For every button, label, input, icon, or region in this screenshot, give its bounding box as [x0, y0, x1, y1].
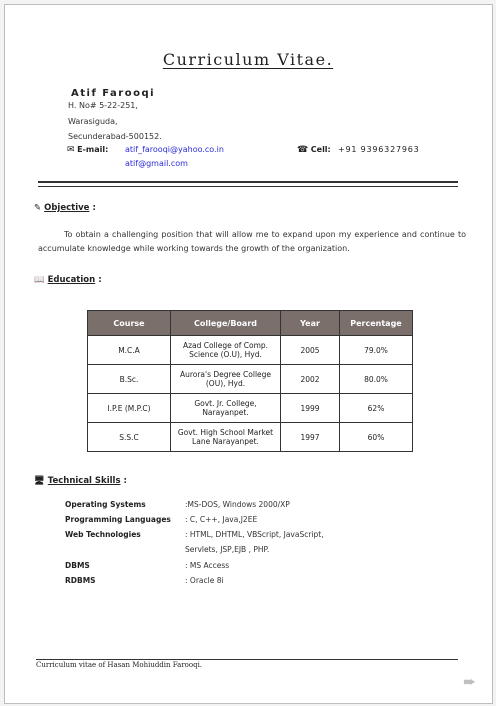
skill-label: Operating Systems	[65, 500, 146, 509]
next-arrow-icon[interactable]: ➨	[463, 672, 477, 691]
email-label-group	[67, 145, 108, 155]
skill-value: : C, C++, Java,J2EE	[185, 515, 258, 524]
skills-heading-colon: :	[123, 476, 127, 486]
address-line-2: Warasiguda,	[68, 117, 118, 126]
candidate-name: Atif Farooqi	[71, 88, 156, 99]
email-link-2[interactable]: atif@gmail.com	[125, 159, 188, 168]
objective-heading-text: Objective	[44, 203, 90, 213]
header-divider-thick	[38, 181, 458, 183]
skill-value: Servlets, JSP,EJB , PHP.	[185, 545, 270, 554]
cell-label: Cell:	[310, 145, 331, 154]
computer-icon: 🖥	[34, 476, 45, 486]
cell-course: I.P.E (M.P.C)	[88, 394, 171, 423]
cell-college: Azad College of Comp. Science (O.U), Hyd.	[171, 336, 281, 365]
footer-text: Curriculum vitae of Hasan Mohiuddin Farooqi.	[36, 661, 203, 669]
cell-college: Govt. Jr. College, Narayanpet.	[171, 394, 281, 423]
skill-label: DBMS	[65, 561, 90, 570]
skill-value: : MS Access	[185, 561, 230, 570]
pen-icon: ✎	[34, 203, 42, 213]
cell-college: Aurora's Degree College (OU), Hyd.	[171, 365, 281, 394]
cell-year: 2002	[281, 365, 340, 394]
skill-label: Web Technologies	[65, 530, 141, 539]
education-table	[87, 310, 413, 452]
cell-year: 2005	[281, 336, 340, 365]
book-icon: 📖	[34, 275, 45, 285]
objective-heading-colon: :	[92, 203, 96, 213]
table-header-row	[88, 311, 413, 336]
skills-heading-text: Technical Skills	[47, 476, 121, 486]
cell-course: S.S.C	[88, 423, 171, 452]
cell-college: Govt. High School Market Lane Narayanpet.	[171, 423, 281, 452]
cell-percentage: 62%	[340, 394, 413, 423]
skill-label: Programming Languages	[65, 515, 171, 524]
col-course: Course	[88, 311, 171, 336]
col-percentage: Percentage	[340, 311, 413, 336]
header-divider-thin	[38, 186, 458, 187]
skill-value: : Oracle 8i	[185, 576, 224, 585]
skill-value: : HTML, DHTML, VBScript, JavaScript,	[185, 530, 324, 539]
cell-percentage: 80.0%	[340, 365, 413, 394]
cell-label-group	[297, 145, 331, 155]
table-row	[88, 365, 413, 394]
skill-value: :MS-DOS, Windows 2000/XP	[185, 500, 290, 509]
address-line-3: Secunderabad-500152.	[68, 132, 162, 141]
objective-text: To obtain a challenging position that will allow me to expand upon my experience and continue to accumulate knowledge while working towards the growth of the organization.	[38, 230, 466, 253]
col-year: Year	[281, 311, 340, 336]
email-label: E-mail:	[77, 145, 109, 154]
page-title: Curriculum Vitae.	[162, 50, 334, 69]
skill-label: RDBMS	[65, 576, 96, 585]
email-link-1[interactable]: atif_farooqi@yahoo.co.in	[125, 145, 224, 154]
education-heading	[34, 275, 102, 285]
cell-course: B.Sc.	[88, 365, 171, 394]
envelope-icon: ✉	[67, 145, 75, 155]
objective-heading	[34, 203, 96, 213]
col-college: College/Board	[171, 311, 281, 336]
footer-divider	[36, 659, 458, 660]
education-heading-colon: :	[98, 275, 102, 285]
cell-course: M.C.A	[88, 336, 171, 365]
cell-percentage: 79.0%	[340, 336, 413, 365]
phone-icon: ☎	[297, 145, 309, 155]
skills-heading	[34, 476, 127, 486]
education-heading-text: Education	[47, 275, 96, 285]
address-line-1: H. No# 5-22-251,	[68, 101, 138, 110]
cell-number: +91 9396327963	[338, 145, 420, 154]
cell-percentage: 60%	[340, 423, 413, 452]
table-row	[88, 423, 413, 452]
cell-year: 1997	[281, 423, 340, 452]
table-row	[88, 394, 413, 423]
table-row	[88, 336, 413, 365]
cell-year: 1999	[281, 394, 340, 423]
